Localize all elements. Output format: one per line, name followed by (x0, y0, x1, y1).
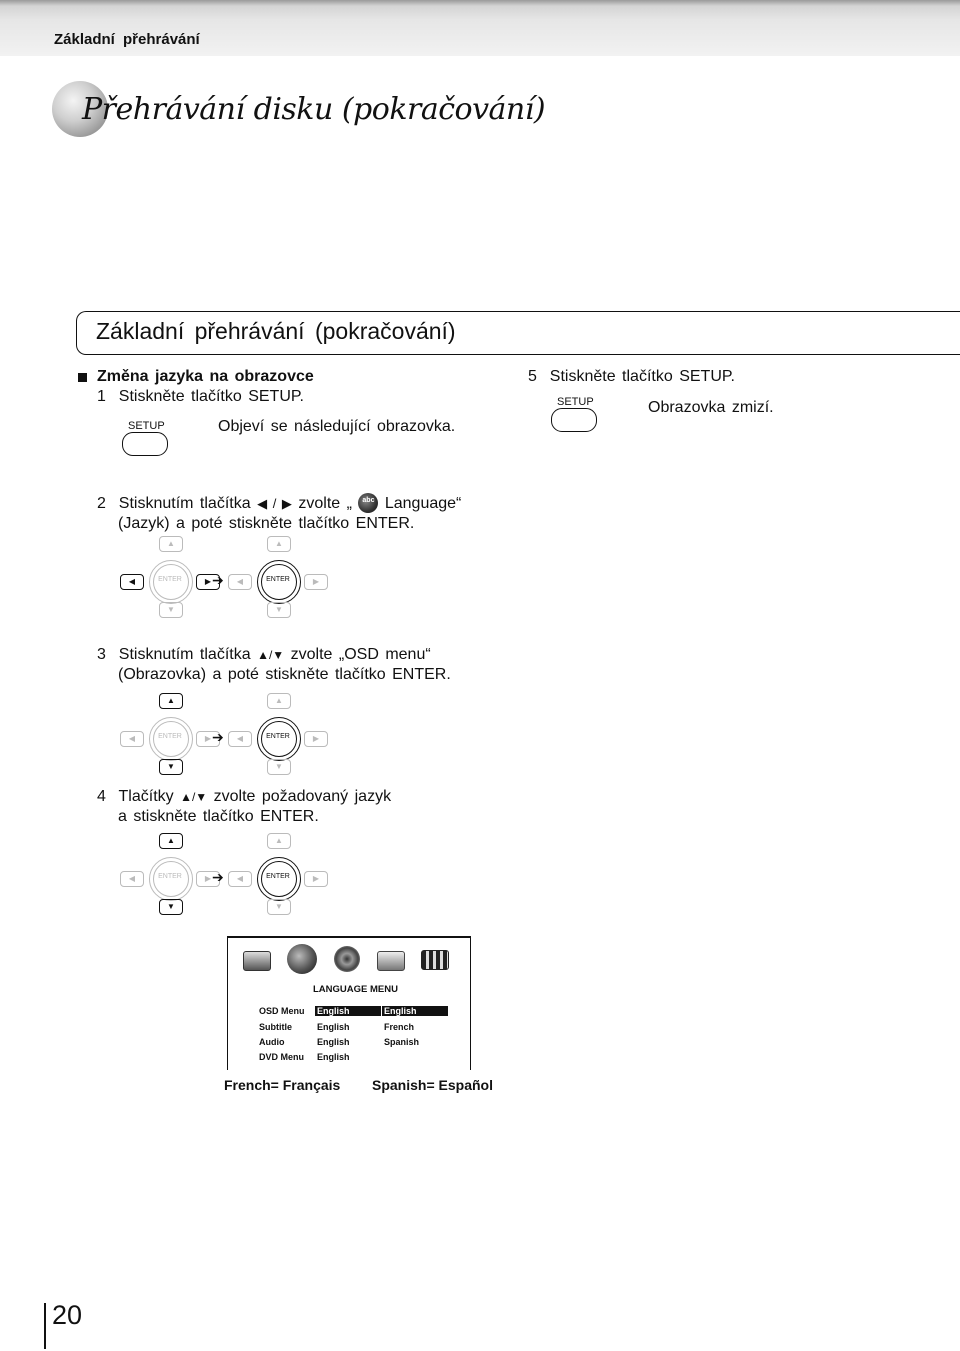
up-key-icon: ▲ (267, 693, 291, 709)
menu-row-option[interactable]: Spanish (384, 1037, 420, 1047)
language-disc-icon (287, 944, 317, 974)
enter-label: ENTER (158, 873, 182, 880)
step-number: 3 (97, 646, 106, 663)
menu-row-current[interactable]: English (317, 1052, 350, 1062)
setup-button-icon (551, 408, 597, 432)
down-key-icon: ▼ (267, 759, 291, 775)
step-4-line2 (118, 808, 319, 826)
left-key-icon: ◀ (228, 574, 252, 590)
arrow-keys: ▲/▼ (180, 790, 208, 804)
key-name: SETUP (248, 388, 300, 405)
left-key-icon: ◀ (120, 731, 144, 747)
next-arrow-icon: ➔ (212, 572, 224, 588)
step-4-line1 (97, 788, 391, 806)
section-label: Základní přehrávání (54, 31, 200, 48)
step-5 (528, 368, 735, 386)
enter-label: ENTER (158, 576, 182, 583)
step-5-result: Obrazovka zmizí. (648, 399, 774, 416)
right-key-icon: ▶ (304, 731, 328, 747)
step-1-result: Objeví se následující obrazovka. (218, 418, 456, 435)
setup-button-label: SETUP (557, 396, 594, 408)
left-key-icon: ◀ (120, 871, 144, 887)
language-disc-icon: abc (358, 493, 378, 513)
page-number: 20 (52, 1300, 83, 1330)
next-arrow-icon: ➔ (212, 869, 224, 885)
setup-button-icon (122, 432, 168, 456)
arrow-keys: ▲/▼ (257, 648, 285, 662)
step-2-line2 (118, 515, 414, 533)
menu-row-current[interactable]: English (317, 1037, 350, 1047)
up-key-icon: ▲ (159, 693, 183, 709)
note-spanish: Spanish= Español (372, 1077, 493, 1093)
period: . (730, 368, 735, 385)
step-text: zvolte „OSD menu“ (290, 646, 431, 663)
key-name: ENTER (355, 515, 410, 532)
step-3-line1 (97, 646, 431, 664)
up-key-icon: ▲ (267, 833, 291, 849)
step-number: 5 (528, 368, 537, 385)
menu-row-current[interactable]: English (317, 1022, 350, 1032)
arrow-keys: ◀ / ▶ (257, 496, 292, 511)
step-text: a stiskněte tlačítko (118, 808, 254, 825)
step-text: (Jazyk) a poté stiskněte tlačítko (118, 515, 350, 532)
menu-row-label: Subtitle (259, 1022, 292, 1032)
down-key-icon: ▼ (267, 602, 291, 618)
remote-pad-enter-active (232, 539, 328, 614)
settings-icon (421, 950, 449, 970)
menu-row-current-selected[interactable]: English (315, 1006, 381, 1016)
remote-pad-updown-active (124, 836, 220, 911)
step-text: (Obrazovka) a poté stiskněte tlačítko (118, 666, 386, 683)
left-key-icon: ◀ (120, 574, 144, 590)
step-1 (97, 388, 304, 406)
step-text: Stiskněte tlačítko (118, 388, 242, 405)
step-text: Stisknutím tlačítka (118, 495, 251, 512)
right-key-icon: ▶ (196, 731, 220, 747)
speaker-icon (334, 946, 360, 972)
dvd-icon (377, 951, 405, 971)
menu-row-label: OSD Menu (259, 1006, 305, 1016)
left-key-icon: ◀ (228, 731, 252, 747)
enter-label: ENTER (266, 733, 290, 740)
right-key-icon: ▶ (196, 871, 220, 887)
enter-label: ENTER (158, 733, 182, 740)
remote-pad-enter-active (232, 696, 328, 771)
menu-title: LANGUAGE MENU (313, 984, 398, 995)
remote-pad-enter-active (232, 836, 328, 911)
step-text: Tlačítky (118, 788, 174, 805)
setup-button-label: SETUP (128, 420, 165, 432)
period: . (299, 388, 304, 405)
period: . (314, 808, 319, 825)
right-key-icon: ▶ (304, 574, 328, 590)
period: . (446, 666, 451, 683)
bullet-icon (78, 373, 87, 382)
down-key-icon: ▼ (267, 899, 291, 915)
step-3-line2 (118, 666, 451, 684)
down-key-icon: ▼ (159, 899, 183, 915)
key-name: ENTER (392, 666, 447, 683)
step-text: Stiskněte tlačítko (549, 368, 673, 385)
up-key-icon: ▲ (159, 536, 183, 552)
key-name: ENTER (260, 808, 315, 825)
step-number: 2 (97, 495, 106, 512)
left-key-icon: ◀ (228, 871, 252, 887)
remote-pad-left-active (124, 539, 220, 614)
step-number: 1 (97, 388, 106, 405)
period: . (409, 515, 415, 532)
step-text: Language“ (384, 495, 462, 512)
down-key-icon: ▼ (159, 602, 183, 618)
menu-row-label: Audio (259, 1037, 285, 1047)
step-number: 4 (97, 788, 106, 805)
section-heading: Změna jazyka na obrazovce (97, 368, 314, 385)
subsection-title: Základní přehrávání (pokračování) (96, 318, 456, 344)
enter-label: ENTER (266, 873, 290, 880)
step-2-line1 (97, 493, 461, 513)
page-title: Přehrávání disku (pokračování) (82, 92, 546, 127)
menu-row-option[interactable]: French (384, 1022, 415, 1032)
page-number-rule (44, 1303, 46, 1349)
step-text: Stisknutím tlačítka (118, 646, 251, 663)
up-key-icon: ▲ (159, 833, 183, 849)
note-french: French= Français (224, 1077, 341, 1093)
menu-row-option-selected[interactable]: English (382, 1006, 448, 1016)
right-key-icon: ▶ (304, 871, 328, 887)
up-key-icon: ▲ (267, 536, 291, 552)
step-text: zvolte požadovaný jazyk (213, 788, 392, 805)
step-text: zvolte „ (298, 495, 352, 512)
key-name: SETUP (679, 368, 731, 385)
next-arrow-icon: ➔ (212, 729, 224, 745)
right-key-icon: ▶ (196, 574, 220, 590)
down-key-icon: ▼ (159, 759, 183, 775)
remote-pad-updown-active (124, 696, 220, 771)
tv-screen-icon (243, 951, 271, 971)
menu-row-label: DVD Menu (259, 1052, 304, 1062)
enter-label: ENTER (266, 576, 290, 583)
